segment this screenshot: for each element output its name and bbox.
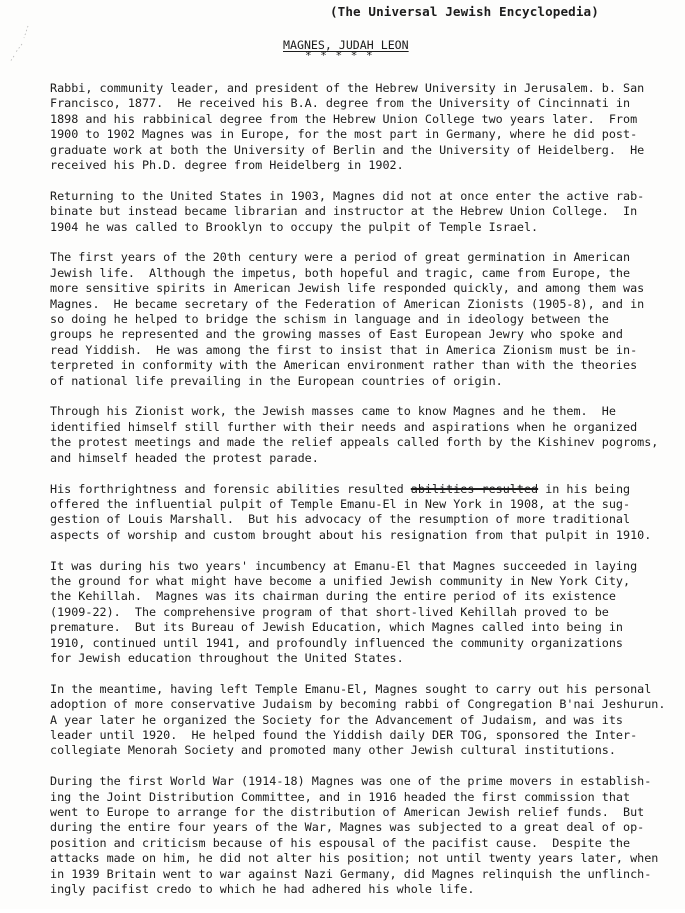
text-line: 1900 to 1902 Magnes was in Europe, for the most part in Germany, where he did post- (50, 127, 638, 142)
text-line (50, 482, 665, 497)
paragraph-6 (50, 559, 665, 667)
text-line: so doing he helped to bridge the schism in language and in ideology between the (50, 312, 609, 327)
text-line: The first years of the 20th century were a period of great germination in American (50, 250, 631, 265)
paragraph-3 (50, 250, 665, 389)
text-line: during the entire four years of the War, Magnes was subjected to a great deal of op- (50, 820, 645, 835)
text-line: attacks made on him, he did not alter his position; not until twenty years later, when (50, 851, 659, 866)
text-line: graduate work at both the University of Berlin and the University of Heidelberg. He (50, 142, 645, 157)
text-line: Francisco, 1877. He received his B.A. degree from the University of Cincinnati in (50, 96, 631, 111)
text-line: identified himself still further with their needs and aspirations when he organized (50, 419, 638, 434)
struck-text: abilities resulted (410, 481, 539, 496)
text-line-tail: in his being (545, 481, 631, 496)
text-line: Through his Zionist work, the Jewish masses came to know Magnes and he them. He (50, 404, 616, 419)
text-line: A year later he organized the Society for the Advancement of Judaism, and was its (50, 712, 624, 727)
text-line: offered the influential pulpit of Temple Emanu-El in New York in 1908, at the sug- (50, 496, 631, 511)
text-line-lead: His forthrightness and forensic abilities resulted (50, 481, 411, 496)
text-line: the ground for what might have become a unified Jewish community in New York City, (50, 573, 631, 588)
text-line: binate but instead became librarian and instructor at the Hebrew Union College. In (50, 204, 638, 219)
document-body (50, 81, 665, 913)
text-line: Returning to the United States in 1903, Magnes did not at once enter the active rab- (50, 188, 645, 203)
text-line: 1904 he was called to Brooklyn to occupy the pulpit of Temple Israel. (50, 219, 539, 234)
text-line: received his Ph.D. degree from Heidelberg in 1902. (50, 158, 404, 173)
text-line: read Yiddish. He was among the first to insist that in America Zionism must be in- (50, 342, 638, 357)
text-line: During the first World War (1914-18) Magnes was one of the prime movers in establish- (50, 774, 652, 789)
source-citation: (The Universal Jewish Encyclopedia) (330, 4, 599, 19)
text-line: (1909-22). The comprehensive program of that short-lived Kehillah proved to be (50, 604, 609, 619)
paragraph-8 (50, 774, 665, 897)
text-line: in 1939 Britain went to war against Nazi Germany, did Magnes relinquish the unflinch- (50, 866, 652, 881)
text-line: leader until 1920. He helped found the Yiddish daily DER TOG, sponsored the Inter- (50, 727, 638, 742)
pencil-mark (8, 22, 34, 66)
text-line: the protest meetings and made the relief appeals called forth by the Kishinev pogroms, (50, 435, 659, 450)
text-line: terpreted in conformity with the American environment rather than with the theories (50, 358, 638, 373)
text-line: more sensitive spirits in American Jewish life responded quickly, and among them was (50, 281, 645, 296)
text-line: 1910, continued until 1941, and profoundly influenced the community organizations (50, 635, 624, 650)
title-ornament: * * * * * (305, 49, 374, 62)
text-line: ingly pacifist credo to which he had adhered his whole life. (50, 882, 475, 897)
text-line: and himself headed the protest parade. (50, 450, 319, 465)
text-line: 1898 and his rabbinical degree from the Hebrew Union College two years later. From (50, 111, 638, 126)
text-line: premature. But its Bureau of Jewish Education, which Magnes called into being in (50, 620, 624, 635)
text-line: position and criticism because of his espousal of the pacifist cause. Despite the (50, 835, 631, 850)
paragraph-5 (50, 482, 665, 544)
text-line: collegiate Menorah Society and promoted many other Jewish cultural institutions. (50, 743, 616, 758)
text-line: gestion of Louis Marshall. But his advocacy of the resumption of more traditional (50, 512, 631, 527)
text-line: ing the Joint Distribution Committee, and in 1916 headed the first commission that (50, 789, 631, 804)
paragraph-4 (50, 404, 665, 466)
title-block (283, 38, 423, 62)
text-line: groups he represented and the growing masses of East European Jewry who spoke and (50, 327, 624, 342)
text-line: of national life prevailing in the European countries of origin. (50, 373, 503, 388)
text-line: In the meantime, having left Temple Emanu-El, Magnes sought to carry out his personal (50, 681, 652, 696)
text-line: for Jewish education throughout the United States. (50, 650, 404, 665)
paragraph-7 (50, 682, 665, 759)
paragraph-1 (50, 81, 665, 173)
text-line: It was during his two years' incumbency at Emanu-El that Magnes succeeded in laying (50, 558, 638, 573)
paragraph-2 (50, 189, 665, 235)
document-title: MAGNES, JUDAH LEON (283, 38, 409, 52)
text-line: adoption of more conservative Judaism by becoming rabbi of Congregation B'nai Jeshurun. (50, 697, 666, 712)
text-line: Jewish life. Although the impetus, both hopeful and tragic, came from Europe, the (50, 265, 631, 280)
text-line: went to Europe to arrange for the distribution of American Jewish relief funds. But (50, 804, 645, 819)
text-line: Rabbi, community leader, and president of the Hebrew University in Jerusalem. b. San (50, 81, 645, 95)
text-line: the Kehillah. Magnes was its chairman during the entire period of its existence (50, 589, 616, 604)
text-line: Magnes. He became secretary of the Federation of American Zionists (1905-8), and in (50, 296, 645, 311)
text-line: aspects of worship and custom brought about his resignation from that pulpit in 1910. (50, 527, 652, 542)
